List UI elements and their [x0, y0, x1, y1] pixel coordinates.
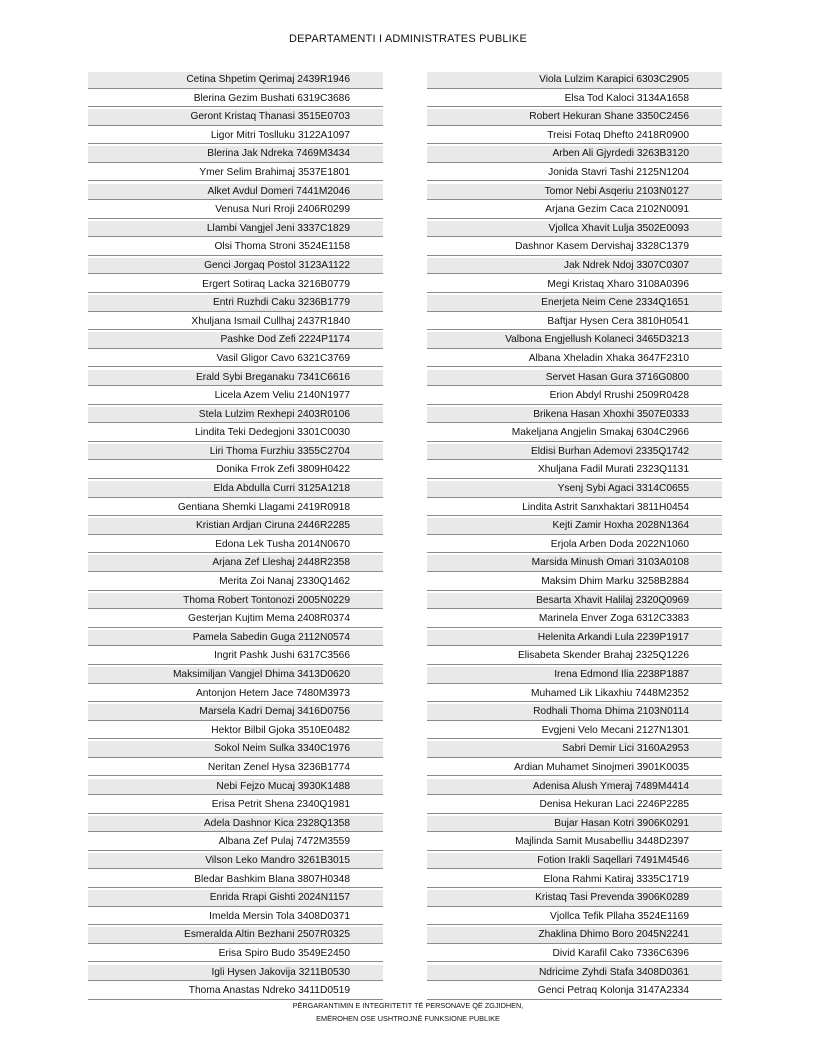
name-entry-row: Erjola Arben Doda 2022N1060: [427, 537, 722, 554]
name-entry-row: Erion Abdyl Rrushi 2509R0428: [427, 388, 722, 405]
name-entry-row: Ymer Selim Brahimaj 3537E1801: [88, 165, 383, 182]
name-entry-row: Valbona Engjellush Kolaneci 3465D3213: [427, 332, 722, 349]
name-entry-row: Jonida Stavri Tashi 2125N1204: [427, 165, 722, 182]
name-entry-row: Helenita Arkandi Lula 2239P1917: [427, 630, 722, 647]
right-name-column: [427, 72, 722, 1002]
name-entry-row: Xhuljana Ismail Cullhaj 2437R1840: [88, 314, 383, 331]
name-entry-row: Vilson Leko Mandro 3261B3015: [88, 853, 383, 870]
name-entry-row: Muhamed Lik Likaxhiu 7448M2352: [427, 686, 722, 703]
name-entry-row: Adenisa Alush Ymeraj 7489M4414: [427, 779, 722, 796]
name-entry-row: Besarta Xhavit Halilaj 2320Q0969: [427, 593, 722, 610]
name-entry-row: Treisi Fotaq Dhefto 2418R0900: [427, 128, 722, 145]
name-entry-row: Jak Ndrek Ndoj 3307C0307: [427, 258, 722, 275]
name-entry-row: Blerina Gezim Bushati 6319C3686: [88, 91, 383, 108]
name-entry-row: Arben Ali Gjyrdedi 3263B3120: [427, 146, 722, 163]
name-entry-row: Megi Kristaq Xharo 3108A0396: [427, 277, 722, 294]
name-entry-row: Imelda Mersin Tola 3408D0371: [88, 909, 383, 926]
name-entry-row: Sabri Demir Lici 3160A2953: [427, 741, 722, 758]
name-entry-row: Entri Ruzhdi Caku 3236B1779: [88, 295, 383, 312]
name-entry-row: Esmeralda Altin Bezhani 2507R0325: [88, 927, 383, 944]
name-entry-row: Arjana Gezim Caca 2102N0091: [427, 202, 722, 219]
name-entry-row: Divid Karafil Cako 7336C6396: [427, 946, 722, 963]
name-entry-row: Majlinda Samit Musabelliu 3448D2397: [427, 834, 722, 851]
name-entry-row: Venusa Nuri Rroji 2406R0299: [88, 202, 383, 219]
name-entry-row: Marsida Minush Omari 3103A0108: [427, 555, 722, 572]
name-entry-row: Edona Lek Tusha 2014N0670: [88, 537, 383, 554]
left-name-column: [88, 72, 383, 1002]
name-entry-row: Viola Lulzim Karapici 6303C2905: [427, 72, 722, 89]
name-entry-row: Arjana Zef Lleshaj 2448R2358: [88, 555, 383, 572]
name-entry-row: Kristaq Tasi Prevenda 3906K0289: [427, 890, 722, 907]
name-entry-row: Thoma Robert Tontonozi 2005N0229: [88, 593, 383, 610]
name-entry-row: Kejti Zamir Hoxha 2028N1364: [427, 518, 722, 535]
name-entry-row: Enerjeta Neim Cene 2334Q1651: [427, 295, 722, 312]
name-entry-row: Albana Zef Pulaj 7472M3559: [88, 834, 383, 851]
name-entry-row: Albana Xheladin Xhaka 3647F2310: [427, 351, 722, 368]
name-entry-row: Bledar Bashkim Blana 3807H0348: [88, 872, 383, 889]
name-entry-row: Kristian Ardjan Ciruna 2446R2285: [88, 518, 383, 535]
name-entry-row: Dashnor Kasem Dervishaj 3328C1379: [427, 239, 722, 256]
footer-line-1: PËRGARANTIMIN E INTEGRITETIT TË PERSONAVE QË ZGJIDHEN,: [292, 1001, 524, 1010]
name-entry-row: Robert Hekuran Shane 3350C2456: [427, 109, 722, 126]
name-entry-row: Antonjon Hetem Jace 7480M3973: [88, 686, 383, 703]
name-entry-row: Vasil Gligor Cavo 6321C3769: [88, 351, 383, 368]
name-entry-row: Llambi Vangjel Jeni 3337C1829: [88, 221, 383, 238]
name-entry-row: Gentiana Shemki Llagami 2419R0918: [88, 500, 383, 517]
name-entry-row: Denisa Hekuran Laci 2246P2285: [427, 797, 722, 814]
name-entry-row: Pamela Sabedin Guga 2112N0574: [88, 630, 383, 647]
name-entry-row: Pashke Dod Zefi 2224P1174: [88, 332, 383, 349]
name-entry-row: Gesterjan Kujtim Mema 2408R0374: [88, 611, 383, 628]
name-entry-row: Vjollca Tefik Pllaha 3524E1169: [427, 909, 722, 926]
name-entry-row: Erald Sybi Breganaku 7341C6616: [88, 370, 383, 387]
name-entry-row: Olsi Thoma Stroni 3524E1158: [88, 239, 383, 256]
name-entry-row: Hektor Bilbil Gjoka 3510E0482: [88, 723, 383, 740]
page-title: DEPARTAMENTI I ADMINISTRATES PUBLIKE: [288, 33, 528, 45]
name-entry-row: Ergert Sotiraq Lacka 3216B0779: [88, 277, 383, 294]
name-entry-row: Elona Rahmi Katiraj 3335C1719: [427, 872, 722, 889]
name-entry-row: Lindita Astrit Sanxhaktari 3811H0454: [427, 500, 722, 517]
name-entry-row: Neritan Zenel Hysa 3236B1774: [88, 760, 383, 777]
name-entry-row: Marsela Kadri Demaj 3416D0756: [88, 704, 383, 721]
name-entry-row: Merita Zoi Nanaj 2330Q1462: [88, 574, 383, 591]
name-entry-row: Servet Hasan Gura 3716G0800: [427, 370, 722, 387]
name-entry-row: Fotion Irakli Saqellari 7491M4546: [427, 853, 722, 870]
name-entry-row: Maksim Dhim Marku 3258B2884: [427, 574, 722, 591]
name-entry-row: Igli Hysen Jakovija 3211B0530: [88, 965, 383, 982]
name-entry-row: Stela Lulzim Rexhepi 2403R0106: [88, 407, 383, 424]
name-entry-row: Liri Thoma Furzhiu 3355C2704: [88, 444, 383, 461]
name-entry-row: Genci Petraq Kolonja 3147A2334: [427, 983, 722, 1000]
name-entry-row: Lindita Teki Dedegjoni 3301C0030: [88, 425, 383, 442]
page-footer: [0, 999, 816, 1025]
name-entry-row: Vjollca Xhavit Lulja 3502E0093: [427, 221, 722, 238]
name-entry-row: Ligor Mitri Toslluku 3122A1097: [88, 128, 383, 145]
name-entry-row: Brikena Hasan Xhoxhi 3507E0333: [427, 407, 722, 424]
name-entry-row: Elda Abdulla Curri 3125A1218: [88, 481, 383, 498]
name-entry-row: Cetina Shpetim Qerimaj 2439R1946: [88, 72, 383, 89]
name-entry-row: Blerina Jak Ndreka 7469M3434: [88, 146, 383, 163]
name-entry-row: Genci Jorgaq Postol 3123A1122: [88, 258, 383, 275]
name-entry-row: Maksimiljan Vangjel Dhima 3413D0620: [88, 667, 383, 684]
name-entry-row: Rodhali Thoma Dhima 2103N0114: [427, 704, 722, 721]
name-entry-row: Marinela Enver Zoga 6312C3383: [427, 611, 722, 628]
name-entry-row: Tomor Nebi Asqeriu 2103N0127: [427, 184, 722, 201]
name-entry-row: Bujar Hasan Kotri 3906K0291: [427, 816, 722, 833]
name-entry-row: Nebi Fejzo Mucaj 3930K1488: [88, 779, 383, 796]
name-entry-row: Eldisi Burhan Ademovi 2335Q1742: [427, 444, 722, 461]
name-entry-row: Thoma Anastas Ndreko 3411D0519: [88, 983, 383, 1000]
name-entry-row: Elisabeta Skender Brahaj 2325Q1226: [427, 648, 722, 665]
name-entry-row: Ndricime Zyhdi Stafa 3408D0361: [427, 965, 722, 982]
name-entry-row: Alket Avdul Domeri 7441M2046: [88, 184, 383, 201]
name-entry-row: Erisa Petrit Shena 2340Q1981: [88, 797, 383, 814]
name-entry-row: Geront Kristaq Thanasi 3515E0703: [88, 109, 383, 126]
name-entry-row: Enrida Rrapi Gishti 2024N1157: [88, 890, 383, 907]
name-entry-row: Adela Dashnor Kica 2328Q1358: [88, 816, 383, 833]
footer-line-2: EMËROHEN OSE USHTROJNË FUNKSIONE PUBLIKE: [316, 1014, 500, 1023]
name-entry-row: Irena Edmond Ilia 2238P1887: [427, 667, 722, 684]
name-entry-row: Sokol Neim Sulka 3340C1976: [88, 741, 383, 758]
name-entry-row: Donika Frrok Zefi 3809H0422: [88, 462, 383, 479]
name-entry-row: Baftjar Hysen Cera 3810H0541: [427, 314, 722, 331]
name-entry-row: Elsa Tod Kaloci 3134A1658: [427, 91, 722, 108]
name-entry-row: Evgjeni Velo Mecani 2127N1301: [427, 723, 722, 740]
name-entry-row: Xhuljana Fadil Murati 2323Q1131: [427, 462, 722, 479]
name-entry-row: Ardian Muhamet Sinojmeri 3901K0035: [427, 760, 722, 777]
name-entry-row: Makeljana Angjelin Smakaj 6304C2966: [427, 425, 722, 442]
name-entry-row: Zhaklina Dhimo Boro 2045N2241: [427, 927, 722, 944]
name-entry-row: Erisa Spiro Budo 3549E2450: [88, 946, 383, 963]
name-entry-row: Ingrit Pashk Jushi 6317C3566: [88, 648, 383, 665]
name-entry-row: Licela Azem Veliu 2140N1977: [88, 388, 383, 405]
name-entry-row: Ysenj Sybi Agaci 3314C0655: [427, 481, 722, 498]
